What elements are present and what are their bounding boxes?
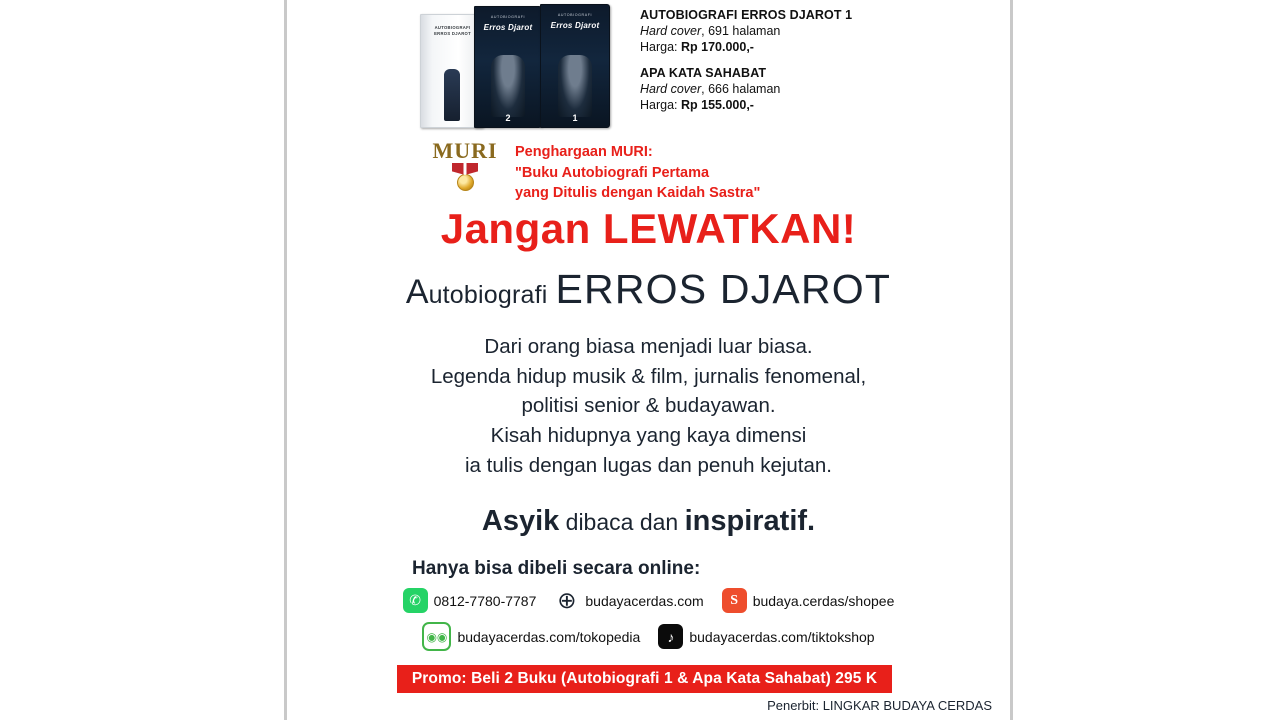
body-line-2: Legenda hidup musik & film, jurnalis fenomenal, bbox=[430, 364, 867, 388]
right-divider bbox=[1010, 0, 1013, 720]
book-1-title: AUTOBIOGRAFI ERROS DJAROT 1 bbox=[640, 8, 853, 22]
book-cover-name: Erros Djarot bbox=[483, 23, 533, 32]
book-2-pages: , 666 halaman bbox=[701, 82, 781, 96]
book-cover-label: AUTOBIOGRAFI bbox=[490, 15, 526, 19]
muri-award-block bbox=[287, 138, 1010, 202]
book-cover-group bbox=[420, 6, 610, 128]
contact-tokopedia[interactable] bbox=[422, 622, 640, 651]
book-cover-label: AUTOBIOGRAFI bbox=[557, 13, 593, 17]
book-1-format bbox=[640, 24, 970, 38]
poster-page bbox=[287, 0, 1010, 720]
muri-logo-text: MURI bbox=[432, 138, 498, 163]
contact-website[interactable] bbox=[554, 588, 703, 613]
tagline-normal: dibaca dan bbox=[559, 509, 685, 535]
book-2-price-label: Harga: bbox=[640, 98, 681, 112]
book-cover-name: Erros Djarot bbox=[550, 21, 600, 30]
online-only-label: Hanya bisa dibeli secara online: bbox=[412, 558, 701, 579]
contact-website-text: budayacerdas.com bbox=[585, 592, 704, 609]
book-2-format-italic: Hard cover bbox=[640, 82, 702, 96]
book-2-price: Rp 155.000,- bbox=[681, 98, 754, 112]
contact-tokopedia-text: budayacerdas.com/tokopedia bbox=[457, 628, 641, 645]
whatsapp-icon: ✆ bbox=[403, 588, 428, 613]
contact-shopee[interactable] bbox=[722, 588, 895, 613]
shopee-icon: S bbox=[722, 588, 747, 613]
book-cover-volume-2 bbox=[474, 6, 542, 128]
title-initial: A bbox=[405, 273, 429, 311]
body-line-1: Dari orang biasa menjadi luar biasa. bbox=[484, 335, 813, 358]
globe-icon: ⊕ bbox=[554, 588, 579, 613]
promo-banner: Promo: Beli 2 Buku (Autobiografi 1 & Apa Kata Sahabat) 295 K bbox=[397, 665, 892, 693]
tagline-bold-2: inspiratif. bbox=[684, 505, 816, 537]
left-background-panel bbox=[0, 0, 287, 720]
muri-medal-icon bbox=[457, 174, 474, 191]
contact-row-1 bbox=[287, 588, 1010, 613]
book-cover-portrait bbox=[558, 55, 592, 117]
contact-tiktok-text: budayacerdas.com/tiktokshop bbox=[689, 628, 875, 645]
muri-line-3: yang Ditulis dengan Kaidah Sastra" bbox=[515, 185, 761, 202]
book-cover-white-title: AUTOBIOGRAFI ERROS DJAROT bbox=[434, 25, 471, 36]
book-1-pages: , 691 halaman bbox=[701, 24, 781, 38]
book-2-title: APA KATA SAHABAT bbox=[640, 66, 767, 80]
muri-line-2: "Buku Autobiografi Pertama bbox=[515, 164, 710, 181]
book-1-price-line bbox=[640, 40, 970, 54]
contact-row-2 bbox=[287, 622, 1010, 651]
title-author-name: ERROS DJAROT bbox=[555, 266, 892, 312]
body-line-3: politisi senior & budayawan. bbox=[521, 394, 776, 418]
body-line-4: Kisah hidupnya yang kaya dimensi bbox=[490, 424, 807, 448]
tagline bbox=[287, 505, 1010, 538]
publisher-credit: Penerbit: LINGKAR BUDAYA CERDAS bbox=[767, 698, 992, 713]
book-2-format bbox=[640, 82, 970, 96]
contact-whatsapp-text: 0812-7780-7787 bbox=[433, 592, 537, 609]
book-cover-portrait bbox=[491, 55, 525, 117]
body-line-5: ia tulis dengan lugas dan penuh kejutan. bbox=[464, 453, 832, 477]
muri-logo bbox=[419, 140, 511, 191]
contact-list bbox=[287, 588, 1010, 660]
muri-award-text bbox=[515, 142, 760, 204]
book-cover-volume-1 bbox=[540, 4, 610, 128]
book-1-format-italic: Hard cover bbox=[640, 24, 702, 38]
book-cover-number: 1 bbox=[572, 113, 578, 123]
title-autobiografi: utobiografi bbox=[428, 281, 548, 309]
muri-line-1: Penghargaan MURI: bbox=[515, 144, 653, 160]
muri-ribbon-icon bbox=[452, 163, 478, 175]
contact-tiktok[interactable] bbox=[658, 624, 874, 649]
book-cover-number: 2 bbox=[505, 113, 511, 123]
body-copy bbox=[287, 332, 1010, 481]
title-block bbox=[287, 266, 1010, 313]
tokopedia-icon: ◉◉ bbox=[422, 622, 451, 651]
contact-whatsapp[interactable] bbox=[403, 588, 537, 613]
contact-shopee-text: budaya.cerdas/shopee bbox=[752, 592, 895, 609]
right-background-panel bbox=[1010, 0, 1280, 720]
tagline-bold-1: Asyik bbox=[481, 505, 560, 537]
book-cover-white-figure bbox=[444, 69, 460, 121]
headline: Jangan LEWATKAN! bbox=[440, 205, 857, 252]
book-2-price-line bbox=[640, 98, 970, 112]
details-spacer bbox=[640, 54, 970, 66]
tiktok-icon: ♪ bbox=[658, 624, 683, 649]
book-details bbox=[640, 8, 970, 112]
book-1-price: Rp 170.000,- bbox=[681, 40, 754, 54]
book-showcase bbox=[287, 0, 1010, 140]
book-1-price-label: Harga: bbox=[640, 40, 681, 54]
